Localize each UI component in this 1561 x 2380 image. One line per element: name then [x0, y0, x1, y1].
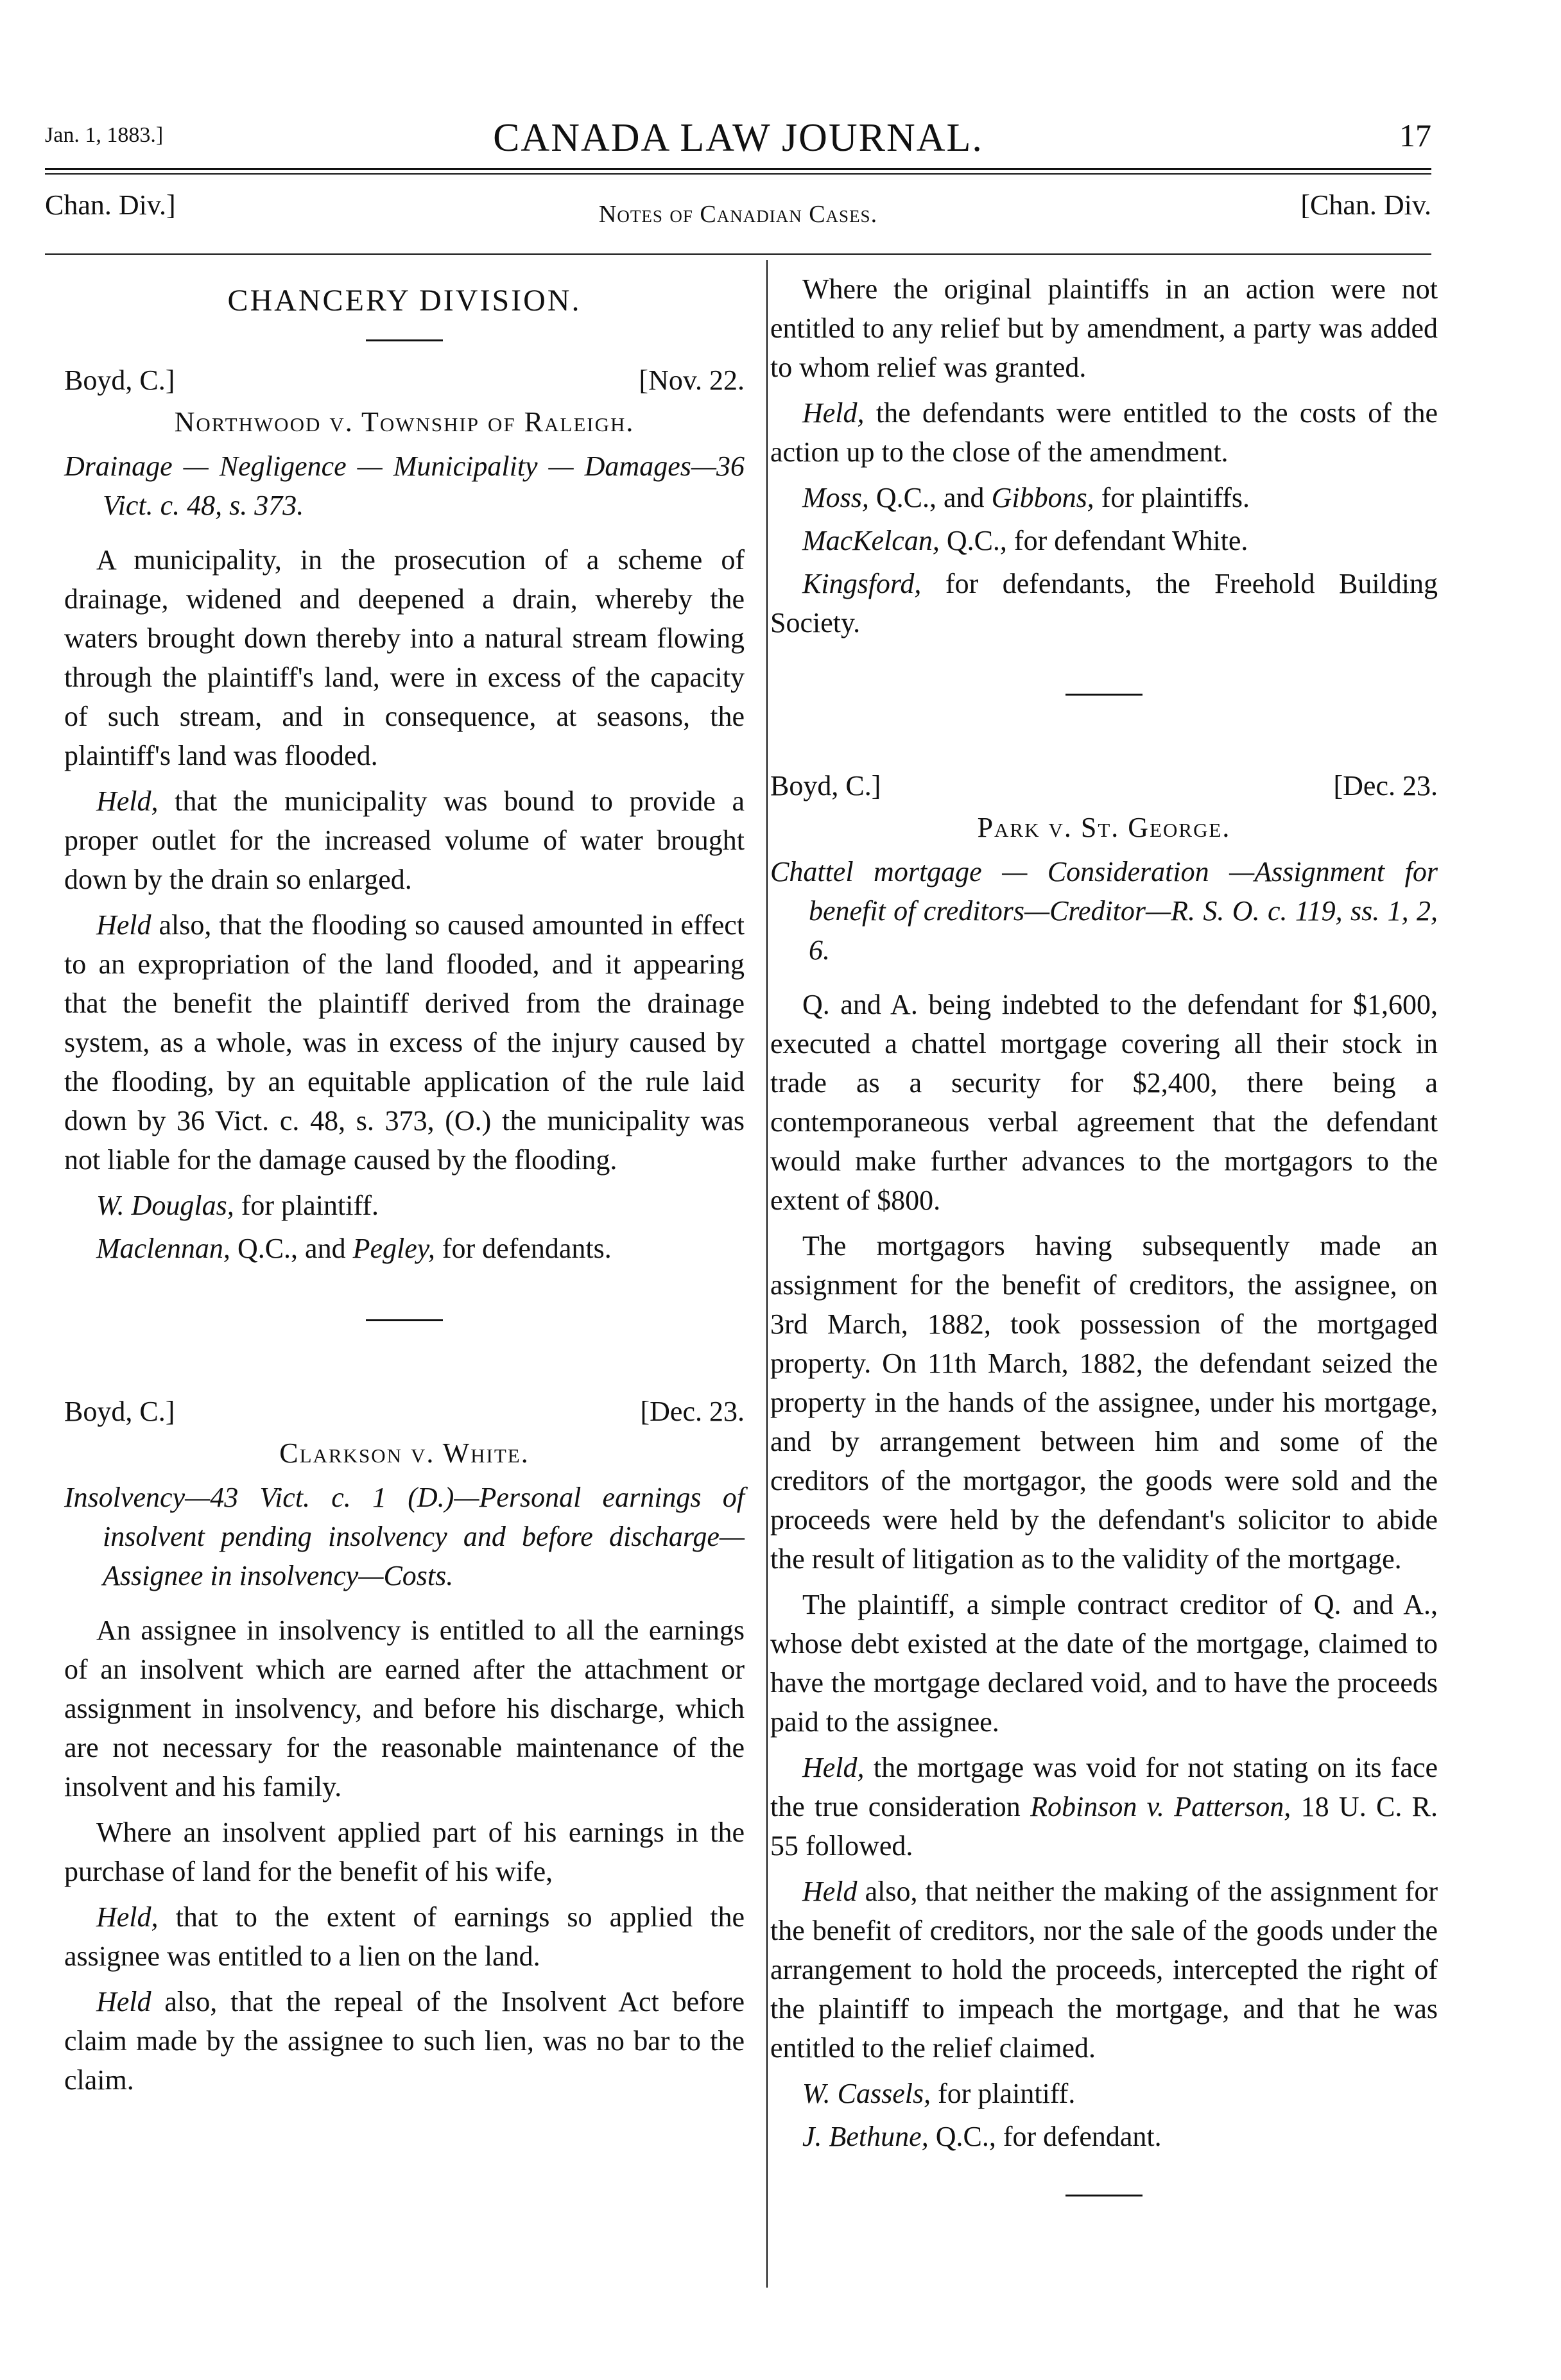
sub-header-rule	[45, 253, 1431, 255]
counsel-line: W. Douglas, for plaintiff.	[96, 1190, 379, 1221]
header-rule-bottom	[45, 173, 1431, 175]
case-separator	[1065, 694, 1143, 696]
case-judge-line	[64, 361, 745, 400]
held-paragraph: Held also, that neither the making of the assignment for the benefit of creditors, nor the sale of the goods under the arrangement to hold the proceeds, intercepted the right of the plaintiff to impeach the mortgage, and that he was entitled to the relief claimed.	[770, 1876, 1438, 2064]
right-column	[770, 270, 1438, 2196]
case-judge-line	[64, 1392, 745, 1431]
running-header	[45, 109, 1431, 173]
section-heading: Notes of Canadian Cases.	[598, 201, 878, 228]
short-rule	[366, 339, 443, 341]
decision-date: [Dec. 23.	[1333, 770, 1438, 801]
case-title: Northwood v. Township of Raleigh.	[174, 406, 635, 438]
counsel-line: Maclennan, Q.C., and Pegley, for defendants.	[96, 1233, 612, 1264]
case-paragraph: Where an insolvent applied part of his earnings in the purchase of land for the benefit of his wife,	[64, 1817, 745, 1887]
held-paragraph: Held, the mortgage was void for not stating on its face the true consideration Robinson v. Patterson, 18 U. C. R. 55 followed.	[770, 1752, 1438, 1862]
counsel-line: Moss, Q.C., and Gibbons, for plaintiffs.	[802, 482, 1250, 513]
sub-header	[45, 186, 1431, 228]
held-paragraph: Held also, that the repeal of the Insolvent Act before claim made by the assignee to such lien, was no bar to the claim.	[64, 1986, 745, 2096]
case-judge-line	[770, 766, 1438, 805]
held-paragraph: Held, that the municipality was bound to provide a proper outlet for the increased volume of water brought down by the drain so enlarged.	[64, 785, 745, 895]
issue-date: Jan. 1, 1883.]	[45, 123, 164, 147]
case-title: Park v. St. George.	[977, 812, 1231, 843]
held-paragraph: Held also, that the flooding so caused amounted in effect to an expropriation of the land flooded, and it appearing that the benefit the plaintiff derived from the drainage system, as a whole, was in excess of the injury caused by the flooding, by an equitable application of the rule laid down by 36 Vict. c. 48, s. 373, (O.) the municipality was not liable for the damage caused by the flooding.	[64, 909, 745, 1176]
left-column	[64, 270, 745, 2106]
case-separator	[366, 1319, 443, 1321]
counsel-line: MacKelcan, Q.C., for defendant White.	[802, 525, 1248, 556]
end-rule	[1065, 2195, 1143, 2196]
case-paragraph: The plaintiff, a simple contract creditor of Q. and A., whose debt existed at the date of the mortgage, claimed to have the mortgage declared void, and to have the proceeds paid to the assignee.	[770, 1589, 1438, 1738]
decision-date: [Nov. 22.	[639, 364, 745, 396]
held-paragraph: Held, that to the extent of earnings so applied the assignee was entitled to a lien on the land.	[64, 1901, 745, 1972]
case-headnote: Insolvency—43 Vict. c. 1 (D.)—Personal earnings of insolvent pending insolvency and before discharge—Assignee in insolvency—Costs.	[64, 1482, 745, 1591]
case-paragraph: An assignee in insolvency is entitled to all the earnings of an insolvent which are earned after the attachment or assignment in insolvency, and before his discharge, which are not necessary for the reasonable maintenance of the insolvent and his family.	[64, 1614, 745, 1802]
held-paragraph: Held, the defendants were entitled to the costs of the action up to the close of the amendment.	[770, 397, 1438, 468]
division-right: [Chan. Div.	[1300, 189, 1431, 221]
judge: Boyd, C.]	[64, 364, 175, 396]
decision-date: [Dec. 23.	[640, 1396, 745, 1427]
case-title: Clarkson v. White.	[279, 1437, 530, 1469]
column-divider	[766, 260, 768, 2288]
counsel-line: Kingsford, for defendants, the Freehold Building Society.	[770, 568, 1438, 638]
header-rule-top	[45, 168, 1431, 170]
case-paragraph: Where the original plaintiffs in an action were not entitled to any relief but by amendment, a party was added to whom relief was granted.	[770, 273, 1438, 383]
counsel-line: J. Bethune, Q.C., for defendant.	[802, 2121, 1162, 2152]
chancery-division-heading: CHANCERY DIVISION.	[227, 284, 582, 318]
judge: Boyd, C.]	[770, 770, 881, 801]
case-paragraph: The mortgagors having subsequently made an assignment for the benefit of creditors, the assignee, on 3rd March, 1882, took possession of the mortgaged property. On 11th March, 1882, the defendant seized the property in the hands of the assignee, under his mortgage, and by arrangement between him and some of the creditors of the mortgagor, the goods were sold and the proceeds were held by the defendant's solicitor to abide the result of litigation as to the validity of the mortgage.	[770, 1230, 1438, 1575]
case-headnote: Drainage — Negligence — Municipality — Damages—36 Vict. c. 48, s. 373.	[64, 450, 745, 521]
case-headnote: Chattel mortgage — Consideration —Assignment for benefit of creditors—Creditor—R. S. O. c. 119, ss. 1, 2, 6.	[770, 856, 1438, 966]
page-number: 17	[1399, 117, 1431, 153]
counsel-line: W. Cassels, for plaintiff.	[802, 2078, 1076, 2109]
case-paragraph: Q. and A. being indebted to the defendant for $1,600, executed a chattel mortgage covering all their stock in trade as a security for $2,400, there being a contemporaneous verbal agreement that the defendant would make further advances to the mortgagors to the extent of $800.	[770, 989, 1438, 1216]
judge: Boyd, C.]	[64, 1396, 175, 1427]
case-paragraph: A municipality, in the prosecution of a scheme of drainage, widened and deepened a drain, whereby the waters brought down thereby into a natural stream flowing through the plaintiff's land, were in excess of the capacity of such stream, and in consequence, at seasons, the plaintiff's land was flooded.	[64, 544, 745, 771]
division-left: Chan. Div.]	[45, 189, 176, 221]
journal-title: CANADA LAW JOURNAL.	[493, 116, 983, 160]
